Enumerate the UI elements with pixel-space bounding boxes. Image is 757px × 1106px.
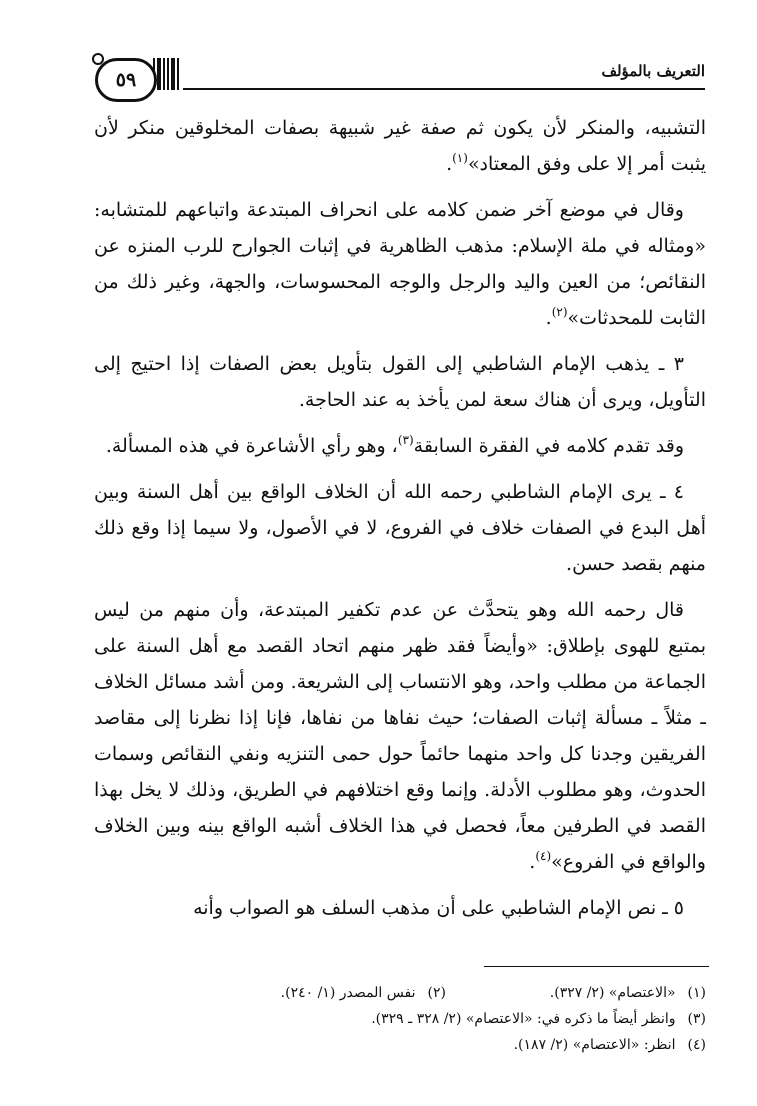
- p6-end: .: [529, 851, 536, 873]
- paragraph-3: ٣ ـ يذهب الإمام الشاطبي إلى القول بتأويل بعض الصفات إذا احتيج إلى التأويل، ويرى أن هناك سعة لمن يأخذ به عند الحاجة.: [94, 353, 706, 411]
- footnote-ref-4[interactable]: (٤): [535, 849, 552, 863]
- footnote-ref-1[interactable]: (١): [452, 151, 468, 165]
- paragraph-6: [94, 592, 706, 880]
- footnote-1-text: «الاعتصام» (٢/ ٣٢٧).: [549, 985, 676, 1001]
- p4-text-a: وقد تقدم كلامه في الفقرة السابقة: [413, 435, 684, 457]
- footnote-1-number: (١): [687, 985, 706, 1001]
- footnote-2-number: (٢): [427, 985, 446, 1001]
- p2-text: وقال في موضع آخر ضمن كلامه على انحراف المبتدعة واتباعهم للمتشابه: «ومثاله في ملة الإسلام: مذهب الظاهرية في إثبات الجوارح للرب المنزه عن النقائص؛ من العين واليد والرجل والوجه المحسوسات، والجهة، وغير ذلك من الثابت للمحدثات»: [94, 199, 706, 329]
- body-text: [94, 110, 706, 936]
- header-ornament: [153, 58, 183, 90]
- footnote-row-3: [94, 1006, 706, 1032]
- page-number-text: ٥٩: [115, 69, 137, 91]
- p1-text: التشبيه، والمنكر لأن يكون ثم صفة غير شبيهة بصفات المخلوقين منكر لأن يثبت أمر إلا على وفق المعتاد»: [94, 117, 706, 175]
- footnote-4-number: (٤): [687, 1037, 706, 1053]
- paragraph-7: ٥ ـ نص الإمام الشاطبي على أن مذهب السلف هو الصواب وأنه: [193, 897, 684, 919]
- footnote-3-number: (٣): [687, 1011, 706, 1027]
- footnote-4: [514, 1032, 706, 1058]
- header-rule: [183, 88, 705, 90]
- paragraph-4: [94, 428, 706, 464]
- p1-end: .: [446, 153, 453, 175]
- running-title: التعريف بالمؤلف: [601, 62, 705, 80]
- page-header: [95, 50, 705, 100]
- footnote-3-text: وانظر أيضاً ما ذكره في: «الاعتصام» (٢/ ٣٢٨ ـ ٣٢٩).: [371, 1011, 676, 1027]
- footnote-ref-2[interactable]: (٢): [551, 305, 568, 319]
- footnote-ref-3[interactable]: (٣): [397, 433, 414, 447]
- footnotes: [94, 980, 706, 1058]
- paragraph-2: [94, 192, 706, 336]
- footnote-2-text: نفس المصدر (١/ ٢٤٠).: [280, 985, 416, 1001]
- paragraph-5: ٤ ـ يرى الإمام الشاطبي رحمه الله أن الخلاف الواقع بين أهل السنة وبين أهل البدع في الصفات خلاف في الفروع، لا في الأصول، ولا سيما إذا وقع ذلك منهم بقصد حسن.: [94, 481, 706, 575]
- footnote-row-4: [94, 1032, 706, 1058]
- footnote-rule: [484, 966, 709, 967]
- footnote-1: [446, 980, 706, 1006]
- p4-text-b: ، وهو رأي الأشاعرة في هذه المسألة.: [105, 435, 398, 457]
- footnote-3: [371, 1006, 706, 1032]
- paragraph-1: [94, 110, 706, 182]
- footnote-2: [281, 980, 446, 1006]
- page-number: [95, 58, 157, 102]
- p6-text: قال رحمه الله وهو يتحدَّث عن عدم تكفير المبتدعة، وأن منهم من ليس بمتبع للهوى بإطلاق: «وأيضاً فقد ظهر منهم اتحاد القصد مع أهل السنة على الجماعة من مطلب واحد، وهو الانتساب إلى الشريعة. ومن أشد مسائل الخلاف ـ مثلاً ـ مسألة إثبات الصفات؛ حيث نفاها من نفاها، فإنا إذا نظرنا إلى مقاصد الفريقين وجدنا كل واحد منهما حائماً حول حمى التنزيه ونفي النقائص وسمات الحدوث، وهو مطلوب الأدلة. وإنما وقع اختلافهم في الطريق، وذلك لا يخل بهذا القصد في الطرفين معاً، فحصل في هذا الخلاف أشبه الواقع بينه وبين الخلاف والواقع في الفروع»: [94, 599, 706, 873]
- footnote-row-1: [94, 980, 706, 1006]
- p2-end: .: [545, 307, 552, 329]
- footnote-4-text: انظر: «الاعتصام» (٢/ ١٨٧).: [513, 1037, 676, 1053]
